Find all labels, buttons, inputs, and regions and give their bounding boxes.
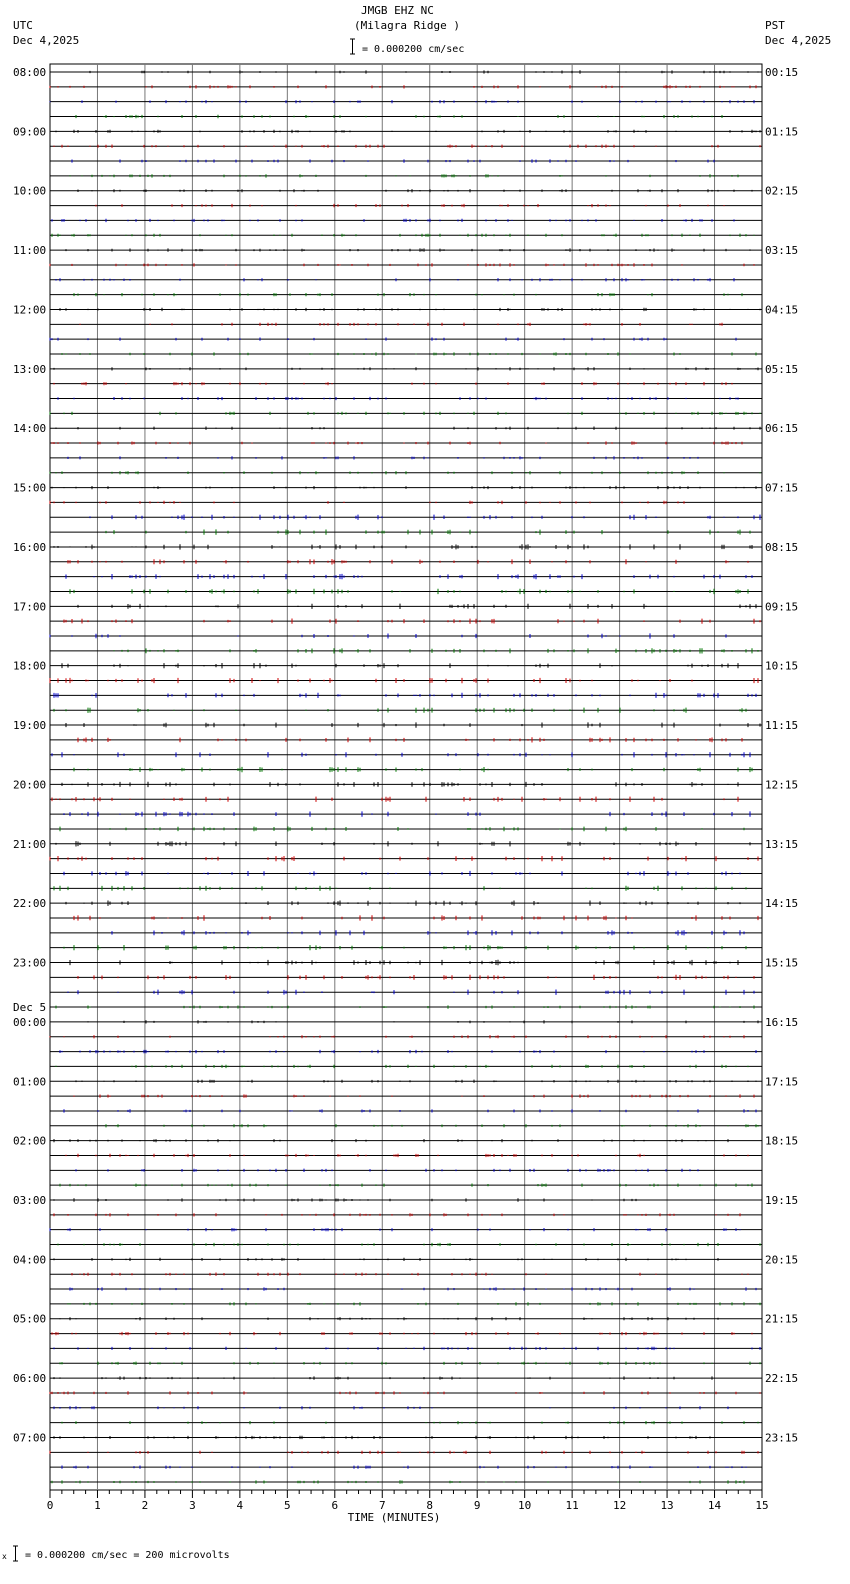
scale-label: = 0.000200 cm/sec [362,44,465,55]
utc-hour-label: 16:00 [13,540,47,554]
utc-date-label: Dec 4,2025 [13,34,80,47]
x-axis-label: TIME (MINUTES) [347,1511,441,1524]
x-tick-label: 6 [331,1499,339,1512]
x-tick-label: 1 [94,1499,101,1512]
x-tick-label: 5 [284,1499,291,1512]
x-tick-label: 3 [189,1499,196,1512]
utc-hour-label: 09:00 [13,125,47,139]
x-tick-label: 13 [660,1499,674,1512]
utc-hour-label: 12:00 [13,303,47,317]
utc-hour-label: 13:00 [13,362,47,376]
pst-hour-label: 13:15 [765,837,799,851]
pst-hour-label: 12:15 [765,778,799,792]
utc-hour-label: 08:00 [13,66,47,79]
utc-hour-label: 01:00 [13,1075,47,1089]
pst-hour-label: 11:15 [765,719,799,733]
pst-hour-label: 05:15 [765,362,799,376]
date-change-label: Dec 5 [13,1000,47,1014]
footer-scale-label: = 0.000200 cm/sec = 200 microvolts [25,1550,230,1561]
pst-hour-label: 09:15 [765,600,799,614]
pst-hour-label: 22:15 [765,1372,799,1386]
plot-frame [50,64,762,1490]
pst-hour-label: 18:15 [765,1134,799,1148]
pst-hour-label: 01:15 [765,125,799,139]
x-tick-label: 7 [378,1499,386,1512]
utc-hour-label: 15:00 [13,481,47,495]
utc-hour-label: 03:00 [13,1194,47,1207]
pst-hour-label: 20:15 [765,1253,799,1267]
pst-hour-label: 16:15 [765,1015,799,1029]
utc-hour-label: 23:00 [13,956,47,970]
pst-hour-label: 19:15 [765,1194,799,1207]
pst-hour-label: 15:15 [765,956,799,970]
pst-zone-label: PST [765,19,785,32]
pst-date-label: Dec 4,2025 [765,34,832,47]
utc-hour-label: 22:00 [13,897,47,911]
pst-hour-label: 00:15 [765,66,799,79]
x-tick-label: 12 [612,1499,627,1512]
utc-hour-label: 05:00 [13,1312,47,1326]
utc-hour-label: 14:00 [13,422,47,436]
corner-mark: x [2,1552,7,1561]
utc-hour-label: 02:00 [13,1134,47,1148]
x-tick-label: 10 [518,1499,532,1512]
pst-hour-label: 03:15 [765,244,799,258]
utc-hour-label: 11:00 [13,244,47,258]
x-tick-label: 14 [707,1499,722,1512]
utc-hour-label: 19:00 [13,719,47,733]
utc-hour-label: 06:00 [13,1372,47,1386]
x-tick-label: 4 [236,1499,244,1512]
station-location: (Milagra Ridge ) [354,19,460,32]
pst-hour-label: 06:15 [765,422,799,436]
utc-hour-label: 20:00 [13,778,47,792]
utc-hour-label: 21:00 [13,837,47,851]
pst-hour-label: 17:15 [765,1075,799,1089]
utc-hour-label: 04:00 [13,1253,47,1267]
pst-hour-label: 02:15 [765,184,799,198]
x-tick-label: 11 [565,1499,579,1512]
pst-hour-label: 08:15 [765,540,799,554]
x-tick-label: 9 [473,1499,481,1512]
station-title: JMGB EHZ NC [361,4,434,17]
pst-hour-label: 10:15 [765,659,799,673]
pst-hour-label: 21:15 [765,1312,799,1326]
x-tick-label: 2 [141,1499,149,1512]
pst-hour-label: 04:15 [765,303,799,317]
x-tick-label: 8 [426,1499,434,1512]
utc-hour-label: 07:00 [13,1431,47,1445]
footer-scale-bar-icon [11,1545,20,1562]
utc-hour-label: 00:00 [13,1015,47,1029]
pst-hour-label: 14:15 [765,897,799,911]
utc-zone-label: UTC [13,19,33,32]
pst-hour-label: 23:15 [765,1431,799,1445]
utc-hour-label: 10:00 [13,184,47,198]
pst-hour-label: 07:15 [765,481,799,495]
utc-hour-label: 18:00 [13,659,47,673]
utc-hour-label: 17:00 [13,600,47,614]
x-tick-label: 0 [46,1499,54,1512]
x-tick-label: 15 [755,1499,769,1512]
